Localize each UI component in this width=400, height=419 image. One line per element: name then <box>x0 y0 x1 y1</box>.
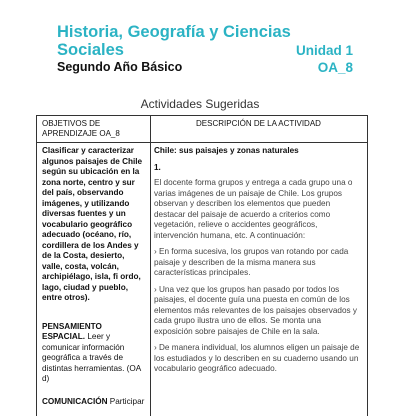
column-divider <box>150 116 151 416</box>
description-cell <box>154 146 361 381</box>
activity-paragraph: › Una vez que los grupos han pasado por todos los paisajes, el docente guía una puesta en común de los elementos más relevantes de los paisajes observados y cada grupo ilustra uno de ellos. Se monta una exposición sobre paisajes de Chile en la sala. <box>154 284 357 336</box>
activity-paragraph: › En forma sucesiva, los grupos van rotando por cada paisaje y describen de la misma manera sus características principales. <box>154 247 349 277</box>
activity-paragraph: › De manera individual, los alumnos eligen un paisaje de los estudiados y lo describen en su cuaderno usando un vocabulario geográfico adecuado. <box>154 343 360 373</box>
activities-table <box>36 115 368 416</box>
section-title: Actividades Sugeridas <box>140 97 260 111</box>
activity-number: 1. <box>154 162 161 172</box>
activity-paragraph: El docente forma grupos y entrega a cada grupo una o varias imágenes de un paisaje de Chile. Los grupos observan y describen los elementos que pueden destacar del paisaje de acuerdo a criterios como vegetación, relieve o accidentes geográficos, intervención humana, etc. A continuación: <box>154 178 353 240</box>
activity-heading: Chile: sus paisajes y zonas naturales <box>154 146 299 155</box>
skill-spatial-text: Leer y comunicar información geográfica a través de distintas herramientas. (OA d) <box>42 332 141 383</box>
objectives-cell <box>42 146 146 419</box>
document-title: Historia, Geografía y Ciencias Sociales <box>57 23 291 59</box>
oa-code: OA_8 <box>317 60 353 75</box>
objective-text: Clasificar y caracterizar algunos paisajes de Chile según su ubicación en la zona norte, centro y sur del país, observando imágenes, y utilizando diversas fuentes y un vocabulario geográfico adecuado (océano, río, cordillera de los Andes y de la Costa, desierto, valle, costa, volcán, archipiélago, isla, fi ordo, lago, ciudad y pueblo, entre otros). <box>42 146 143 302</box>
column-header-objectives: OBJETIVOS DE APRENDIZAJE OA_8 <box>42 119 120 138</box>
grade-label: Segundo Año Básico <box>57 60 183 74</box>
skill-communication <box>42 397 146 408</box>
header-row-divider <box>37 142 367 143</box>
column-header-description: DESCRIPCIÓN DE LA ACTIVIDAD <box>196 119 321 128</box>
skill-spatial-title: PENSAMIENTO ESPACIAL. <box>42 321 102 341</box>
skill-communication-text: Participar <box>107 396 145 406</box>
unit-label: Unidad 1 <box>295 43 353 58</box>
skill-spatial-thinking <box>42 322 146 385</box>
skill-communication-title: COMUNICACIÓN <box>42 396 108 406</box>
